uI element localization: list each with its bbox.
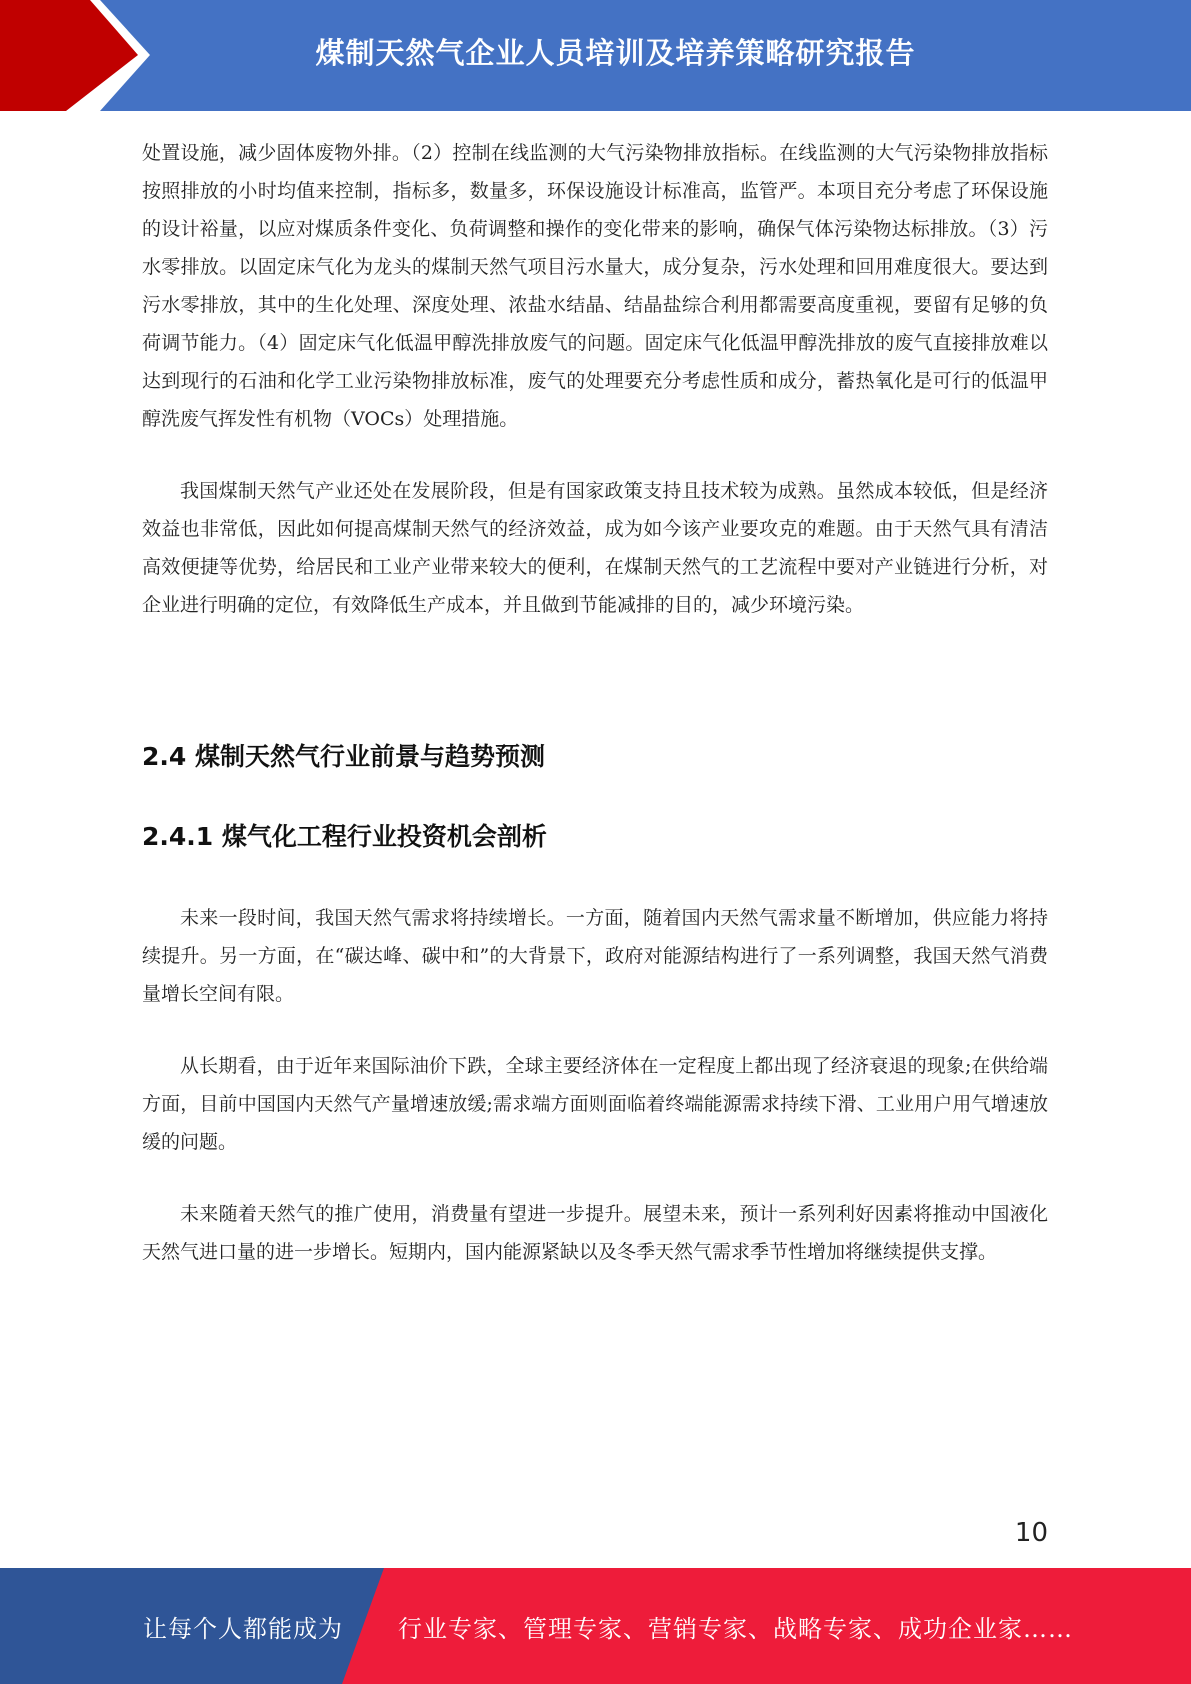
header-banner	[0, 0, 1191, 111]
page-number: 10	[1014, 1518, 1048, 1548]
footer-slogan-left: 让每个人都能成为	[143, 1614, 343, 1643]
body-paragraph-5: 未来随着天然气的推广使用，消费量有望进一步提升。展望未来，预计一系列利好因素将推动中国液化天然气进口量的进一步增长。短期内，国内能源紧缺以及冬季天然气需求季节性增加将继续提供支撑。	[142, 1203, 1048, 1263]
body-paragraph-1: 处置设施，减少固体废物外排。（2）控制在线监测的大气污染物排放指标。在线监测的大气污染物排放指标按照排放的小时均值来控制，指标多，数量多，环保设施设计标准高，监管严。本项目充分考虑了环保设施的设计裕量，以应对煤质条件变化、负荷调整和操作的变化带来的影响，确保气体污染物达标排放。（3）污水零排放。以固定床气化为龙头的煤制天然气项目污水量大，成分复杂，污水处理和回用难度很大。要达到污水零排放，其中的生化处理、深度处理、浓盐水结晶、结晶盐综合利用都需要高度重视，要留有足够的负荷调节能力。（4）固定床气化低温甲醇洗排放废气的问题。固定床气化低温甲醇洗排放的废气直接排放难以达到现行的石油和化学工业污染物排放标准，废气的处理要充分考虑性质和成分，蓄热氧化是可行的低温甲醇洗废气挥发性有机物（VOCs）处理措施。	[142, 142, 1048, 430]
section-heading-2-4-1: 2.4.1 煤气化工程行业投资机会剖析	[142, 822, 547, 851]
report-title: 煤制天然气企业人员培训及培养策略研究报告	[315, 35, 916, 70]
body-paragraph-2: 我国煤制天然气产业还处在发展阶段，但是有国家政策支持且技术较为成熟。虽然成本较低，但是经济效益也非常低，因此如何提高煤制天然气的经济效益，成为如今该产业要攻克的难题。由于天然气具有清洁高效便捷等优势，给居民和工业产业带来较大的便利，在煤制天然气的工艺流程中要对产业链进行分析，对企业进行明确的定位，有效降低生产成本，并且做到节能减排的目的，减少环境污染。	[142, 480, 1048, 616]
body-paragraph-4: 从长期看，由于近年来国际油价下跌，全球主要经济体在一定程度上都出现了经济衰退的现象;在供给端方面，目前中国国内天然气产量增速放缓;需求端方面则面临着终端能源需求持续下滑、工业用户用气增速放缓的问题。	[142, 1055, 1048, 1153]
body-paragraph-3: 未来一段时间，我国天然气需求将持续增长。一方面，随着国内天然气需求量不断增加，供应能力将持续提升。另一方面，在“碳达峰、碳中和”的大背景下，政府对能源结构进行了一系列调整，我国天然气消费量增长空间有限。	[142, 907, 1048, 1005]
footer-slogan-right: 行业专家、管理专家、营销专家、战略专家、成功企业家……	[398, 1614, 1073, 1643]
page-content	[142, 134, 1048, 1271]
footer-banner	[0, 1568, 1191, 1684]
section-heading-2-4: 2.4 煤制天然气行业前景与趋势预测	[142, 742, 545, 771]
